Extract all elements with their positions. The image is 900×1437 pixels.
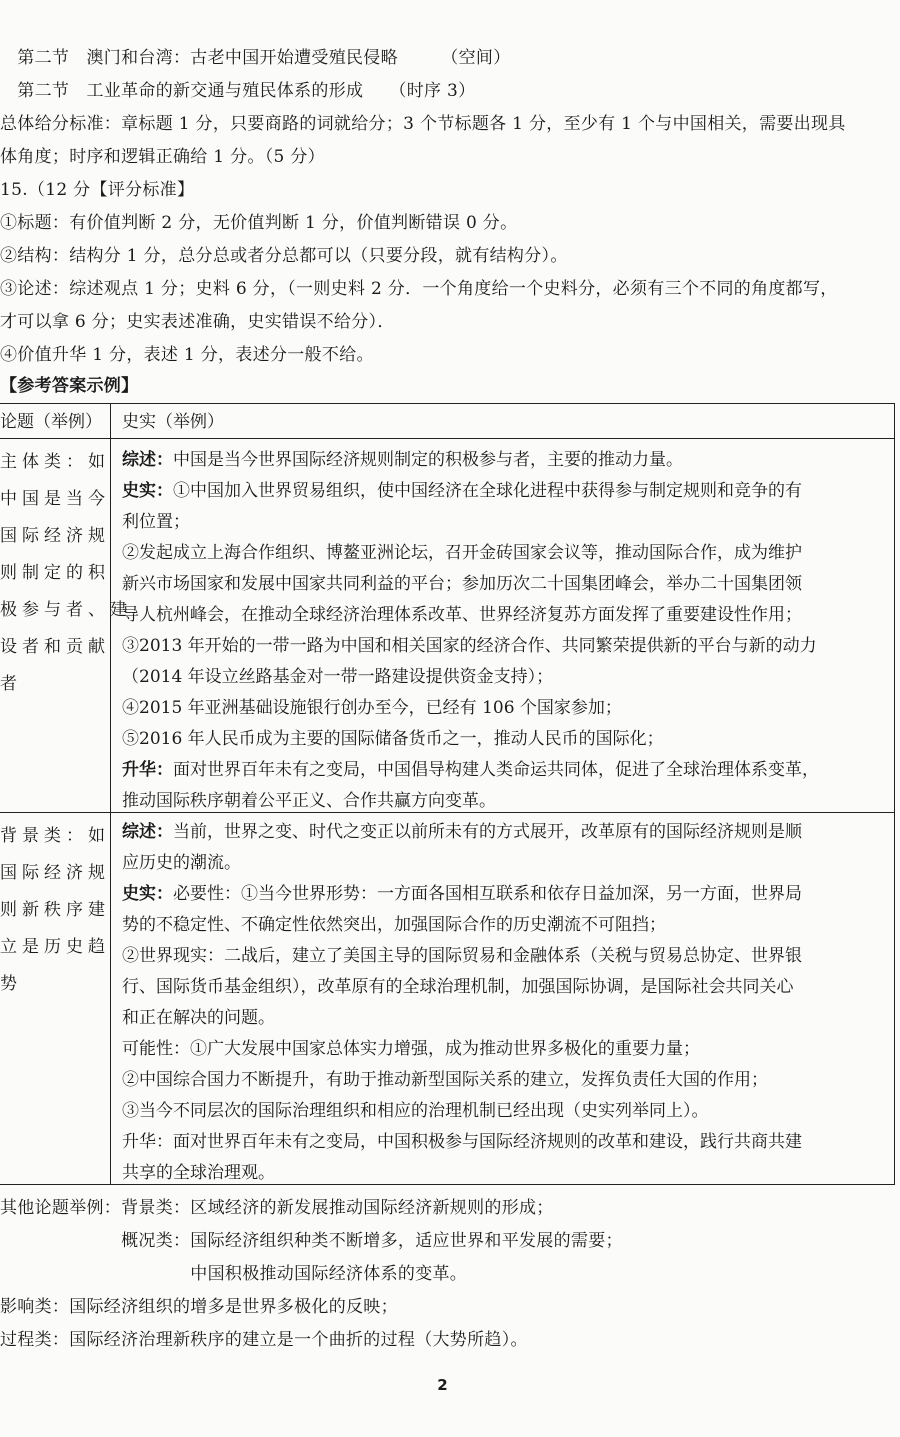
fact-line: 升华：面对世界百年未有之变局，中国积极参与国际经济规则的改革和建设，践行共商共建 [122,1132,802,1152]
fact-line: ②中国综合国力不断提升，有助于推动新型国际关系的建立，发挥负责任大国的作用； [122,1070,768,1090]
criterion-argument-line-2: 才可以拿 6 分；史实表述准确，史实错误不给分）． [0,312,395,332]
fact-line: （2014 年设立丝路基金对一带一路建设提供资金支持）； [122,667,554,687]
other-topics-line-4: 影响类：国际经济组织的增多是世界多极化的反映； [0,1297,398,1317]
page-number: 2 [437,1376,448,1394]
row1-topic [0,450,132,750]
other-topics-line-5: 过程类：国际经济治理新秩序的建立是一个曲折的过程（大势所趋）。 [0,1330,528,1350]
topic-line: 立是历史趋 [0,937,110,957]
row2-topic [0,824,108,1024]
topic-line: 则新秩序建 [0,900,110,920]
other-topics-line-2: 概况类：国际经济组织种类不断增多，适应世界和平发展的需要； [0,1231,623,1251]
table-column-divider [110,404,111,1184]
fact-line: 综述：当前，世界之变、时代之变正以前所未有的方式展开，改革原有的国际经济规则是顺 [122,822,802,842]
fact-line: 可能性：①广大发展中国家总体实力增强，成为推动世界多极化的重要力量； [122,1039,700,1059]
table-header-divider [0,438,894,439]
topic-line: 则制定的积 [0,563,110,583]
section-line-1: 第二节 澳门和台湾：古老中国开始遭受殖民侵略 （空间） [0,48,511,68]
criterion-argument-line-1: ③论述：综述观点 1 分；史料 6 分，（一则史料 2 分．一个角度给一个史料分，必须有三个不同的角度都写， [0,279,838,299]
topic-line: 主体类：如 [0,452,110,472]
fact-line: 史实：①中国加入世界贸易组织，使中国经济在全球化进程中获得参与制定规则和竞争的有 [122,481,802,501]
fact-line: 导人杭州峰会，在推动全球经济治理体系改革、世界经济复苏方面发挥了重要建设性作用； [122,605,802,625]
fact-line: ④2015 年亚洲基础设施银行创办至今，已经有 106 个国家参加； [122,698,622,718]
fact-line: 新兴市场国家和发展中国家共同利益的平台；参加历次二十国集团峰会，举办二十国集团领 [122,574,802,594]
topic-line: 极参与者、建 [0,600,132,620]
fact-line: 利位置； [122,512,190,532]
fact-line: ②世界现实：二战后，建立了美国主导的国际贸易和金融体系（关税与贸易总协定、世界银 [122,946,802,966]
fact-line: 推动国际秩序朝着公平正义、合作共赢方向变革。 [122,791,496,811]
topic-line: 背景类：如 [0,826,110,846]
fact-line: 升华：面对世界百年未有之变局，中国倡导构建人类命运共同体，促进了全球治理体系变革， [122,760,819,780]
topic-line: 者 [0,674,22,694]
criterion-title: ①标题：有价值判断 2 分，无价值判断 1 分，价值判断错误 0 分。 [0,213,518,233]
fact-line: 行、国际货币基金组织），改革原有的全球治理机制，加强国际协调，是国际社会共同关心 [122,977,794,997]
topic-line: 国际经济规 [0,526,110,546]
topic-line: 中国是当今 [0,489,110,509]
other-topics-line-1: 其他论题举例：背景类：区域经济的新发展推动国际经济新规则的形成； [0,1198,554,1218]
header-facts: 史实（举例） [122,412,224,432]
fact-line: 综述：中国是当今世界国际经济规则制定的积极参与者，主要的推动力量。 [122,450,683,470]
fact-line: ⑤2016 年人民币成为主要的国际储备货币之一，推动人民币的国际化； [122,729,664,749]
fact-line: ②发起成立上海合作组织、博鳌亚洲论坛，召开金砖国家会议等，推动国际合作，成为维护 [122,543,802,563]
question-15-heading: 15.（12 分【评分标准】 [0,180,195,200]
fact-line: 史实：必要性：①当今世界形势：一方面各国相互联系和依存日益加深，另一方面，世界局 [122,884,802,904]
section-line-2: 第二节 工业革命的新交通与殖民体系的形成 （时序 3） [0,81,476,101]
answer-table [0,403,895,1185]
fact-line: 势的不稳定性、不确定性依然突出，加强国际合作的历史潮流不可阻挡； [122,915,666,935]
fact-line: ③2013 年开始的一带一路为中国和相关国家的经济合作、共同繁荣提供新的平台与新的动力 [122,636,817,656]
fact-line: ③当今不同层次的国际治理组织和相应的治理机制已经出现（史实列举同上）。 [122,1101,709,1121]
fact-line: 应历史的潮流。 [122,853,241,873]
header-topic: 论题（举例） [0,412,102,432]
criterion-structure: ②结构：结构分 1 分，总分总或者分总都可以（只要分段，就有结构分）。 [0,246,568,266]
fact-line: 和正在解决的问题。 [122,1008,275,1028]
topic-line: 设者和贡献 [0,637,110,657]
criterion-value: ④价值升华 1 分，表述 1 分，表述分一般不给。 [0,345,374,365]
other-topics-line-3: 中国积极推动国际经济体系的变革。 [0,1264,468,1284]
topic-line: 势 [0,974,22,994]
scoring-overall-line-2: 体角度；时序和逻辑正确给 1 分。（5 分） [0,147,325,167]
topic-line: 国际经济规 [0,863,110,883]
fact-line: 共享的全球治理观。 [122,1163,275,1183]
scoring-overall-line-1: 总体给分标准：章标题 1 分，只要商路的词就给分；3 个节标题各 1 分，至少有 1 个与中国相关，需要出现具 [0,114,846,134]
reference-answer-heading: 【参考答案示例】 [0,376,139,396]
